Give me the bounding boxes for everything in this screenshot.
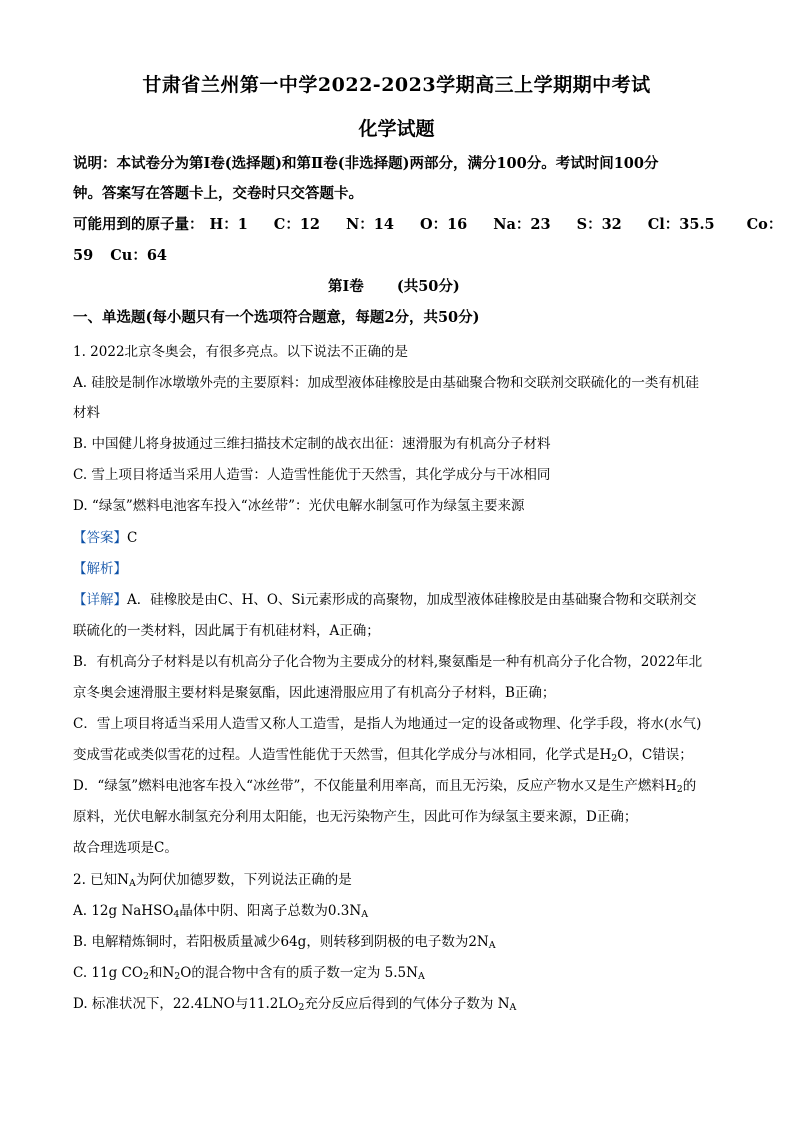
q1-detail-line-6 [73,743,693,763]
option-text: A. 12g NaHSO [73,903,174,919]
subscript: 2 [298,1002,305,1013]
exam-subtitle: 化学试题 [358,118,435,140]
atomic-mass-item: S：32 [576,216,622,233]
detail-text: O，C错误； [617,747,693,763]
q1-detail-line-4: 京冬奥会速滑服主要材料是聚氨酯，因此速滑服应用了有机高分子材料，B正确； [73,685,556,701]
q1-option-d: D. “绿氢”燃料电池客车投入“冰丝带”：光伏电解水制氢可作为绿氢主要来源 [73,498,525,514]
option-text: D. 标准状况下，22.4LNO与11.2LO [73,996,299,1012]
atomic-mass-item: N：14 [346,216,394,233]
option-text: 晶体中阴、阳离子总数为0.3N [179,903,362,919]
section1-heading: 一、单选题(每小题只有一个选项符合题意，每题2分，共50分) [73,309,480,326]
q1-analysis-tag: 【解析】 [73,561,127,577]
q1-detail-line-2: 联硫化的一类材料，因此属于有机硅材料，A正确； [73,623,380,639]
subscript: A [417,971,425,982]
atomic-mass-item: Co： [746,216,783,233]
subscript: 2 [142,971,149,982]
part1-title: 第Ⅰ卷 [328,278,364,295]
q2-stem [73,868,352,888]
detail-text: 的 [682,778,697,794]
subscript: 4 [173,909,180,920]
answer-tag: 【答案】 [73,530,127,546]
q2-option-d [73,992,516,1012]
atomic-mass-item: 59 [73,247,94,264]
q1-option-b: B. 中国健儿将身披通过三维扫描技术定制的战衣出征：速滑服为有机高分子材料 [73,436,551,452]
q2-option-c [73,961,425,981]
subscript: 2 [676,784,683,795]
q1-option-c: C. 雪上项目将适当采用人造雪：人造雪性能优于天然雪，其化学成分与干冰相同 [73,467,551,483]
subscript: A [128,878,136,889]
detail-text: A．硅橡胶是由C、H、O、Si元素形成的高聚物，加成型液体硅橡胶是由基础聚合物和交联剂交 [127,592,697,608]
option-text: 和N [148,965,175,981]
part1-heading [328,275,460,296]
q1-option-a: A. 硅胶是制作冰墩墩外壳的主要原料：加成型液体硅橡胶是由基础聚合物和交联剂交联硫化的一类有机硅 [73,375,699,391]
q2-option-b [73,930,496,950]
q2-stem-text: 为阿伏加德罗数，下列说法正确的是 [135,872,352,888]
atomic-mass-item: Cl：35.5 [647,216,715,233]
q1-stem: 1. 2022北京冬奥会，有很多亮点。以下说法不正确的是 [73,344,409,360]
detail-text: D．“绿氢”燃料电池客车投入“冰丝带”，不仅能量利用率高，而且无污染，反应产物水又是生产燃料H [73,778,677,794]
q1-option-a-cont: 材料 [73,405,100,421]
subscript: 2 [611,753,618,764]
part1-score: (共50分) [396,278,460,295]
subscript: A [361,909,369,920]
instructions-line-2: 钟。答案写在答题卡上，交卷时只交答题卡。 [73,185,363,202]
q1-detail-line-1 [73,588,696,608]
answer-value: C [127,530,138,546]
atomic-mass-item: C：12 [273,216,321,233]
q1-detail-line-8: 原料，光伏电解水制氢充分利用太阳能，也无污染物产生，因此可作为绿氢主要来源，D正确； [73,809,638,825]
instructions-line-1: 说明：本试卷分为第Ⅰ卷(选择题)和第Ⅱ卷(非选择题)两部分，满分100分。考试时间100分 [73,155,659,172]
q1-detail-line-3: B．有机高分子材料是以有机高分子化合物为主要成分的材料,聚氨酯是一种有机高分子化合物，2022年北 [73,654,703,670]
subscript: A [509,1002,517,1013]
detail-text: 变成雪花或类似雪花的过程。人造雪性能优于天然雪，但其化学成分与冰相同，化学式是H [73,747,612,763]
q1-answer [73,526,137,546]
option-text: 充分反应后得到的气体分子数为 N [304,996,510,1012]
detail-tag: 【详解】 [73,592,127,608]
q2-stem-text: 2. 已知N [73,872,129,888]
option-text: O的混合物中含有的质子数一定为 5.5N [180,965,418,981]
q1-detail-line-7 [73,774,696,794]
atomic-masses-line-1 [73,213,783,234]
atomic-masses-line-2 [73,244,167,265]
q1-detail-line-9: 故合理选项是C。 [73,840,178,856]
option-text: B. 电解精炼铜时，若阳极质量减少64g，则转移到阴极的电子数为2N [73,934,489,950]
q1-detail-line-5: C．雪上项目将适当采用人造雪又称人工造雪，是指人为地通过一定的设备或物理、化学手段，将水(水气) [73,716,702,732]
exam-title: 甘肃省兰州第一中学2022-2023学期高三上学期期中考试 [142,74,651,96]
atomic-masses-label: 可能用到的原子量： [73,216,204,233]
subscript: 2 [174,971,181,982]
atomic-mass-item: H：1 [209,216,248,233]
atomic-mass-item: O：16 [419,216,468,233]
subscript: A [488,940,496,951]
atomic-mass-item: Cu：64 [110,247,168,264]
atomic-mass-item: Na：23 [493,216,551,233]
option-text: C. 11g CO [73,965,143,981]
q2-option-a [73,899,368,919]
